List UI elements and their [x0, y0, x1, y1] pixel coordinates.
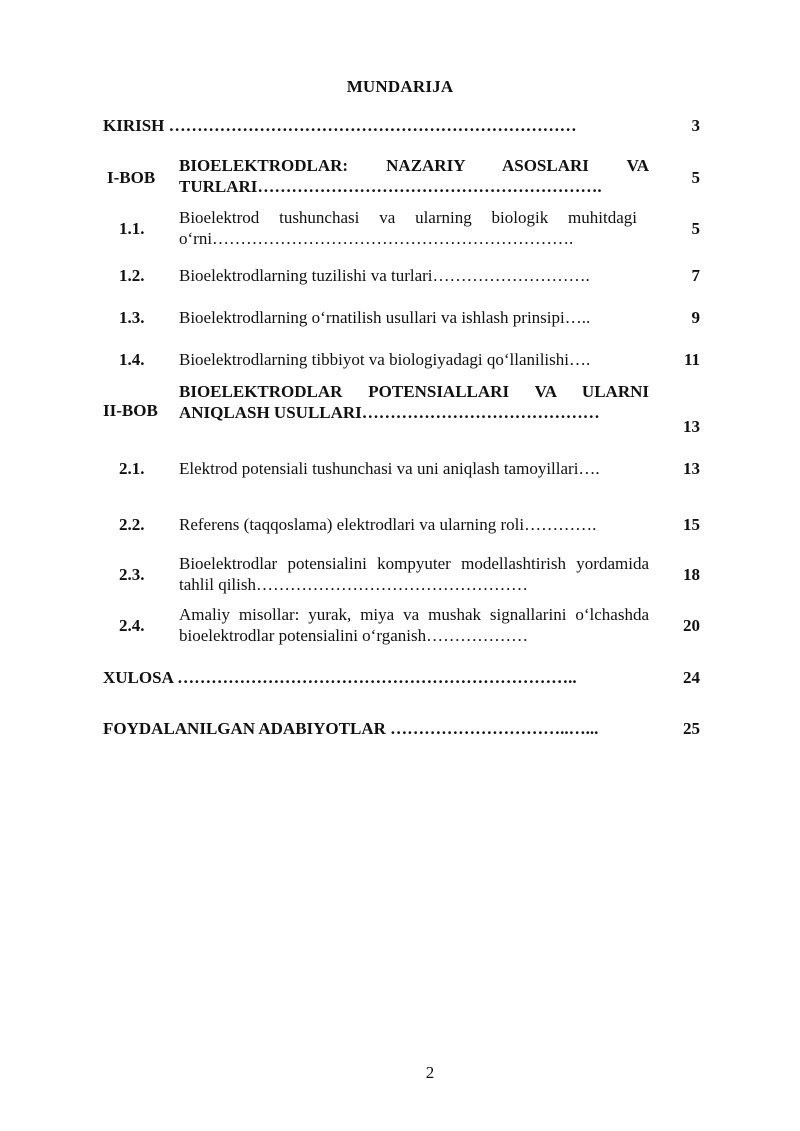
toc-page-number: 13: [683, 459, 700, 478]
toc-chapter-number: I-BOB: [107, 168, 156, 187]
toc-section-number: 1.2.: [119, 266, 145, 285]
toc-entry-label: FOYDALANILGAN ADABIYOTLAR …………………………..…...: [103, 719, 599, 738]
toc-page-number: 3: [691, 116, 700, 135]
page-number-footer: 2: [425, 1063, 435, 1082]
toc-section-number: 1.4.: [119, 350, 145, 369]
toc-section-number: 2.4.: [119, 616, 145, 635]
toc-section-title: Bioelektrodlarning tibbiyot va biologiyadagi qo‘llanilishi….: [179, 350, 591, 369]
toc-page-number: 9: [691, 308, 700, 327]
toc-section-title: Referens (taqqoslama) elektrodlari va ularning roli………….: [179, 515, 597, 534]
toc-section-number: 1.3.: [119, 308, 145, 327]
toc-section-title: Bioelektrodlar potensialini kompyuter modellashtirish yordamida tahlil qilish…………………………………………: [179, 554, 649, 594]
toc-section-number: 2.1.: [119, 459, 145, 478]
toc-page-number: 11: [683, 350, 700, 369]
toc-page-number: 15: [683, 515, 700, 534]
page-title: MUNDARIJA: [346, 77, 454, 96]
toc-page-number: 5: [691, 219, 700, 238]
toc-page-number: 5: [691, 168, 700, 187]
toc-page-number: 24: [683, 668, 700, 687]
toc-section-number: 1.1.: [119, 219, 145, 238]
toc-section-number: 2.2.: [119, 515, 145, 534]
toc-chapter-title: BIOELEKTRODLAR: NAZARIY ASOSLARI VA TURLARI…………………………………………………….: [179, 156, 649, 196]
toc-chapter-number: II-BOB: [103, 401, 158, 420]
toc-entry-label: KIRISH ………………………………………………………………: [103, 116, 577, 135]
toc-section-title: Bioelektrodlarning tuzilishi va turlari……………………….: [179, 266, 590, 285]
toc-section-title: Bioelektrod tushunchasi va ularning biologik muhitdagi o‘rni……………………………………………………….: [179, 208, 637, 248]
toc-page-number: 25: [683, 719, 700, 738]
toc-page-number: 18: [683, 565, 700, 584]
toc-section-title: Bioelektrodlarning o‘rnatilish usullari va ishlash prinsipi…..: [179, 308, 591, 327]
toc-page-number: 20: [683, 616, 700, 635]
toc-section-title: Elektrod potensiali tushunchasi va uni aniqlash tamoyillari….: [179, 459, 600, 478]
toc-chapter-title: BIOELEKTRODLAR POTENSIALLARI VA ULARNI ANIQLASH USULLARI……………………………………: [179, 382, 649, 422]
toc-page-number: 13: [683, 417, 700, 436]
toc-section-title: Amaliy misollar: yurak, miya va mushak signallarini o‘lchashda bioelektrodlar potensialini o‘rganish………………: [179, 605, 649, 645]
toc-section-number: 2.3.: [119, 565, 145, 584]
toc-page-number: 7: [691, 266, 700, 285]
toc-entry-label: XULOSA ……………………………………………………………..: [103, 668, 577, 687]
